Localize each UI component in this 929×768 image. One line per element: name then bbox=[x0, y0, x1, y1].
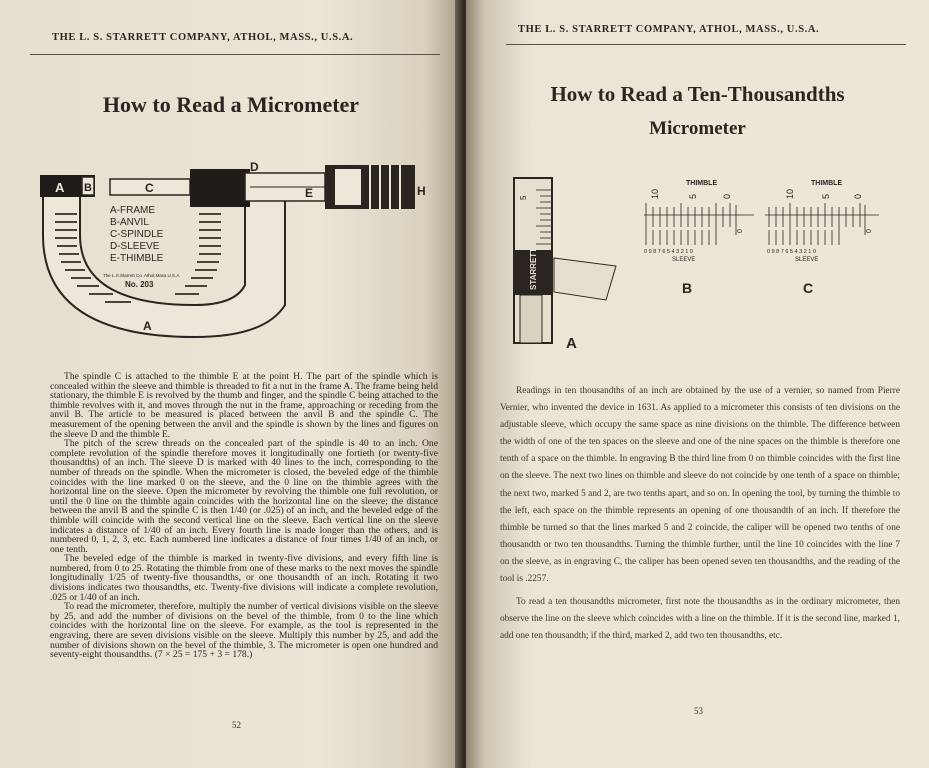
thimble-bevel bbox=[335, 169, 361, 205]
vernier-digits: 0 9 8 7 6 5 4 3 2 1 0 bbox=[767, 249, 816, 255]
page-title: How to Read a Micrometer bbox=[102, 92, 360, 117]
legend-anvil: B-ANVIL bbox=[110, 217, 149, 228]
label-h: H bbox=[417, 184, 426, 198]
thimble-number-5: 5 bbox=[821, 193, 831, 199]
sleeve-label: SLEEVE bbox=[795, 257, 819, 263]
page-number: 53 bbox=[694, 706, 703, 716]
paragraph: The spindle C is attached to the thimble E at the point H. The part of the spindle which is concealed within the sleeve and thimble is threaded to fit a nut in the frame A. The frame being held stationary, the thimble E is revolved by the thumb and finger, and the spindle C being attached to the thimble revolves with it, and moves through the nut in the frame, approaching or receding from the anvil B. The article to be measured is placed between the anvil B and the spindle C. The measurement of the opening between the anvil and the spindle is shown by the lines and figures on the sleeve D and the thimble E. bbox=[50, 371, 438, 440]
paragraph: To read the micrometer, therefore, multiply the number of vertical divisions visible on the sleeve by 25, and add the number of divisions on the bevel of the thimble, from 0 to the line which coincides with the horizontal line on the sleeve. For example, as the tool is represented in the engraving, there are seven divisions visible on the sleeve. Multiply this number by 25, and add the number of divisions shown on the bevel of the thimble, 3. The micrometer is open one hundred and seventy-eight thousandths. (7 × 25 = 175 + 3 = 178.) bbox=[50, 601, 438, 661]
label-b: B bbox=[682, 280, 693, 296]
figure-b bbox=[636, 175, 761, 300]
right-body-text bbox=[500, 383, 900, 651]
paragraph: To read a ten thousandths micrometer, first note the thousandths as in the ordinary micrometer, then observe the line on the sleeve which coincides with a line on the thimble. If it is the second line, marked 1, add one ten thousandth; if the third, marked 2, add two ten thousandths, etc. bbox=[500, 597, 900, 642]
vernier-digits: 0 9 8 7 6 5 4 3 2 1 0 bbox=[644, 249, 693, 255]
label-c: C bbox=[803, 280, 814, 296]
thimble-number-0: 0 bbox=[722, 193, 732, 199]
sleeve-block bbox=[190, 169, 250, 207]
frame-stamp: No. 203 bbox=[125, 280, 154, 289]
sleeve-numbers: 0 bbox=[737, 229, 744, 233]
sleeve-number: 5 bbox=[519, 195, 528, 200]
thimble-number-10: 10 bbox=[785, 188, 795, 199]
label-d: D bbox=[250, 160, 259, 174]
paragraph: The beveled edge of the thimble is marked in twenty-five divisions, and every fifth line is numbered, from 0 to 25. Rotating the thimble from one of these marks to the next moves the spindle longitudinally 1/25 of twenty-five thousandths, or one thousandth of an inch. Rotating it two divisions indicates two thousandths, etc. Twenty-five divisions will indicate a complete revolution, .025 or 1/40 of an inch. bbox=[50, 553, 438, 603]
legend-thimble: E-THIMBLE bbox=[110, 253, 164, 264]
header-rule bbox=[506, 44, 906, 45]
running-head: THE L. S. STARRETT COMPANY, ATHOL, MASS., U.S.A. bbox=[52, 32, 354, 43]
legend-spindle: C-SPINDLE bbox=[110, 229, 164, 240]
thimble-number-10: 10 bbox=[650, 188, 660, 199]
left-body-text bbox=[50, 372, 438, 660]
thimble-label: THIMBLE bbox=[686, 180, 718, 187]
header-rule bbox=[30, 54, 440, 55]
starrett-label: STARRETT bbox=[529, 247, 538, 290]
paragraph: The pitch of the screw threads on the concealed part of the spindle is 40 to an inch. One complete revolution of the spindle therefore moves it longitudinally one fortieth (or twenty-five thousandths) of an inch. The sleeve D is marked with 40 lines to the inch, corresponding to the number of threads on the spindle. When the micrometer is closed, the beveled edge of the thimble coincides with the line marked 0 on the sleeve, and the 0 line on the thimble agrees with the horizontal line on the sleeve. Open the micrometer by revolving the thimble one full revolution, or until the 0 line on the thimble again coincides with the horizontal line on the sleeve; the distance between the anvil B and the spindle C is then 1/40 (or .025) of an inch, and the beveled edge of the thimble will coincide with the second vertical line on the sleeve. Each vertical line on the sleeve indicates a distance of 1/40 of an inch. Every fourth line is made longer than the others, and is numbered 0, 1, 2, 3, etc. Each numbered line indicates a distance of four times 1/40 of an inch, or one tenth. bbox=[50, 438, 438, 555]
legend-frame: A-FRAME bbox=[110, 205, 155, 216]
label-a-bottom: A bbox=[143, 319, 152, 333]
maker-stamp: The L.S.Starrett Co. Athol,Mass.U.S.A. bbox=[103, 273, 181, 278]
thimble-scale bbox=[765, 203, 879, 245]
figure-a bbox=[506, 170, 626, 350]
thimble-label: THIMBLE bbox=[811, 180, 843, 187]
thimble-scale bbox=[644, 203, 754, 245]
label-b: B bbox=[84, 182, 92, 194]
thimble-number-0: 0 bbox=[853, 193, 863, 199]
running-head: THE L. S. STARRETT COMPANY, ATHOL, MASS., U.S.A. bbox=[518, 24, 820, 35]
paragraph: Readings in ten thousandths of an inch are obtained by the use of a vernier, so named from Pierre Vernier, who invented the device in 1631. As applied to a micrometer this consists of ten divisions on the adjustable sleeve, which occupy the same space as nine divisions on the thimble. The difference between the width of one of the ten spaces on the sleeve and one of the nine spaces on the thimble is therefore one tenth of a space on the thimble. In engraving B the third line from 0 on thimble coincides with the first line on the sleeve. The next two lines on thimble and sleeve do not coincide by one tenth of a space on thimble; the next two, marked 5 and 2, are two tenths apart, and so on. In opening the tool, by turning the thimble to the left, each space on the thimble represents an opening of one thousandth of an inch. If therefore the thimble be turned so that the lines marked 5 and 2 coincide, the caliper will be opened two tenths of one thousandth or two ten thousandths. Turning the thimble further, until the line 10 coincides with the line 7 on the sleeve, as in engraving C, the caliper has been opened seven ten thousandths, and the reading of the tool is .2257. bbox=[500, 386, 900, 585]
label-c: C bbox=[145, 181, 154, 195]
page-number: 52 bbox=[232, 720, 241, 730]
legend-sleeve: D-SLEEVE bbox=[110, 241, 160, 252]
vernier-flap bbox=[554, 258, 616, 300]
page-title-line1: How to Read a Ten-Thousandths bbox=[550, 82, 845, 106]
sleeve-numbers: 0 bbox=[866, 229, 873, 233]
figure-c bbox=[761, 175, 886, 300]
sleeve-label: SLEEVE bbox=[672, 257, 696, 263]
spindle-stub bbox=[520, 295, 542, 343]
micrometer-figure bbox=[35, 155, 430, 345]
left-page bbox=[0, 0, 462, 768]
thimble-number-5: 5 bbox=[688, 193, 698, 199]
label-a: A bbox=[566, 335, 577, 350]
label-e: E bbox=[305, 186, 314, 200]
page-title-line2: Micrometer bbox=[649, 118, 746, 139]
label-a-top: A bbox=[55, 180, 65, 195]
